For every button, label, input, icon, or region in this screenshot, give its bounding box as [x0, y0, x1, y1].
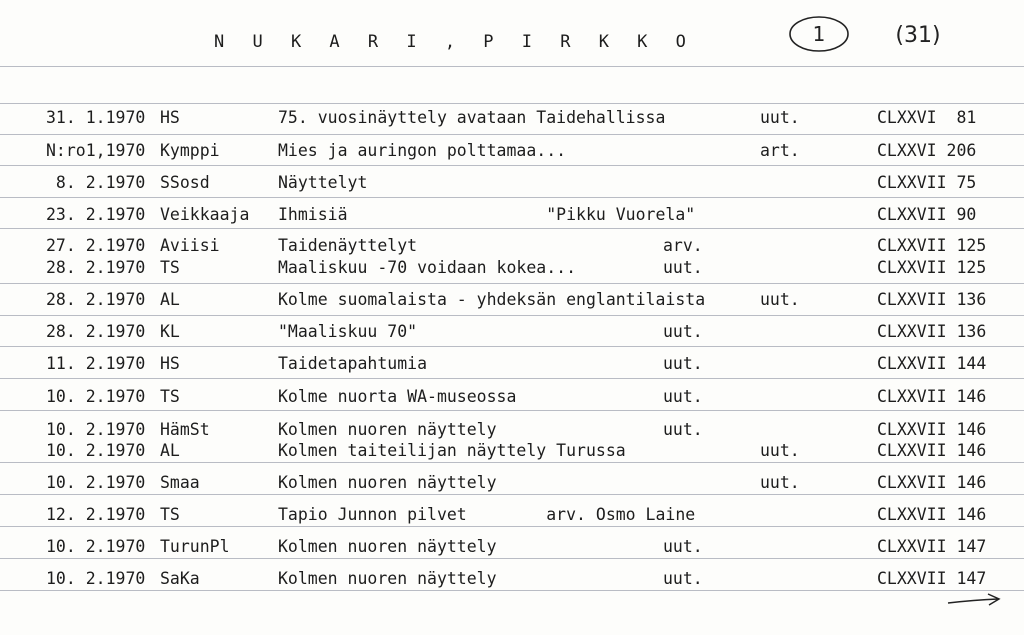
- row-type: uut.: [663, 387, 703, 406]
- ruled-line: [0, 103, 1024, 104]
- row-ref: CLXXVII 146: [877, 505, 987, 524]
- row-ref: CLXXVII 125: [877, 236, 987, 255]
- row-source: KL: [160, 322, 180, 341]
- row-ref: CLXXVII 146: [877, 420, 987, 439]
- row-source: Veikkaaja: [160, 205, 250, 224]
- row-title: Kolmen nuoren näyttely: [278, 569, 497, 588]
- row-source: SSosd: [160, 173, 210, 192]
- row-title: Mies ja auringon polttamaa...: [278, 141, 567, 160]
- row-source: Smaa: [160, 473, 200, 492]
- ruled-line: [0, 558, 1024, 559]
- ruled-line: [0, 462, 1024, 463]
- row-type: arv.: [663, 236, 703, 255]
- ruled-line: [0, 283, 1024, 284]
- row-source: AL: [160, 441, 180, 460]
- row-type: uut.: [760, 108, 800, 127]
- row-title: Kolmen nuoren näyttely: [278, 537, 497, 556]
- row-date: 12. 2.1970: [46, 505, 146, 524]
- row-source: TS: [160, 258, 180, 277]
- row-ref: CLXXVII 90: [877, 205, 977, 224]
- row-ref: CLXXVII 147: [877, 537, 987, 556]
- row-title: Maaliskuu -70 voidaan kokea...: [278, 258, 577, 277]
- ruled-line: [0, 590, 1024, 591]
- row-date: 11. 2.1970: [46, 354, 146, 373]
- row-ref: CLXXVII 125: [877, 258, 987, 277]
- ruled-line: [0, 346, 1024, 347]
- arrow-right-icon: [944, 590, 1004, 610]
- row-title: 75. vuosinäyttely avataan Taidehallissa: [278, 108, 666, 127]
- row-ref: CLXXVII 136: [877, 322, 987, 341]
- row-title: "Maaliskuu 70": [278, 322, 418, 341]
- row-date: 10. 2.1970: [46, 441, 146, 460]
- row-source: TurunPl: [160, 537, 230, 556]
- row-type: art.: [760, 141, 800, 160]
- row-type: uut.: [663, 354, 703, 373]
- card-total: (31): [895, 23, 941, 48]
- row-date: 31. 1.1970: [46, 108, 146, 127]
- row-title: Kolmen taiteilijan näyttely Turussa: [278, 441, 626, 460]
- row-type: uut.: [663, 537, 703, 556]
- row-source: Kymppi: [160, 141, 220, 160]
- row-source: HS: [160, 354, 180, 373]
- row-ref: CLXXVII 147: [877, 569, 987, 588]
- row-date: 28. 2.1970: [46, 290, 146, 309]
- row-source: TS: [160, 387, 180, 406]
- row-type: uut.: [663, 258, 703, 277]
- row-title: Ihmisiä "Pikku Vuorela": [278, 205, 696, 224]
- row-type: uut.: [760, 441, 800, 460]
- row-title: Taidetapahtumia: [278, 354, 428, 373]
- ruled-line: [0, 228, 1024, 229]
- row-type: uut.: [663, 322, 703, 341]
- row-source: HämSt: [160, 420, 210, 439]
- row-date: 23. 2.1970: [46, 205, 146, 224]
- row-date: N:ro1,1970: [46, 141, 146, 160]
- row-source: HS: [160, 108, 180, 127]
- row-source: TS: [160, 505, 180, 524]
- row-title: Taidenäyttelyt: [278, 236, 418, 255]
- row-date: 28. 2.1970: [46, 258, 146, 277]
- ruled-line: [0, 315, 1024, 316]
- row-title: Kolmen nuoren näyttely: [278, 473, 497, 492]
- card-title: N U K A R I , P I R K K O: [214, 32, 695, 52]
- card-number-mark: [780, 10, 1020, 60]
- row-date: 10. 2.1970: [46, 473, 146, 492]
- row-type: uut.: [760, 473, 800, 492]
- row-title: Kolmen nuoren näyttely: [278, 420, 497, 439]
- ruled-line: [0, 526, 1024, 527]
- row-ref: CLXXVII 146: [877, 441, 987, 460]
- row-title: Näyttelyt: [278, 173, 368, 192]
- row-type: uut.: [760, 290, 800, 309]
- row-date: 10. 2.1970: [46, 387, 146, 406]
- row-title: Kolme nuorta WA-museossa: [278, 387, 517, 406]
- row-ref: CLXXVI 81: [877, 108, 977, 127]
- ruled-line: [0, 66, 1024, 67]
- row-date: 8. 2.1970: [46, 173, 146, 192]
- row-date: 27. 2.1970: [46, 236, 146, 255]
- row-date: 10. 2.1970: [46, 420, 146, 439]
- row-source: AL: [160, 290, 180, 309]
- ruled-line: [0, 197, 1024, 198]
- row-ref: CLXXVII 146: [877, 473, 987, 492]
- card-number: 1: [812, 22, 826, 46]
- row-ref: CLXXVI 206: [877, 141, 977, 160]
- row-type: uut.: [663, 420, 703, 439]
- row-date: 28. 2.1970: [46, 322, 146, 341]
- ruled-line: [0, 410, 1024, 411]
- row-date: 10. 2.1970: [46, 569, 146, 588]
- row-type: uut.: [663, 569, 703, 588]
- ruled-line: [0, 165, 1024, 166]
- ruled-line: [0, 494, 1024, 495]
- row-title: Tapio Junnon pilvet arv. Osmo Laine: [278, 505, 696, 524]
- ruled-line: [0, 378, 1024, 379]
- row-ref: CLXXVII 75: [877, 173, 977, 192]
- row-title: Kolme suomalaista - yhdeksän englantilaista: [278, 290, 706, 309]
- row-date: 10. 2.1970: [46, 537, 146, 556]
- row-ref: CLXXVII 136: [877, 290, 987, 309]
- row-source: Aviisi: [160, 236, 220, 255]
- row-ref: CLXXVII 144: [877, 354, 987, 373]
- row-ref: CLXXVII 146: [877, 387, 987, 406]
- ruled-line: [0, 134, 1024, 135]
- row-source: SaKa: [160, 569, 200, 588]
